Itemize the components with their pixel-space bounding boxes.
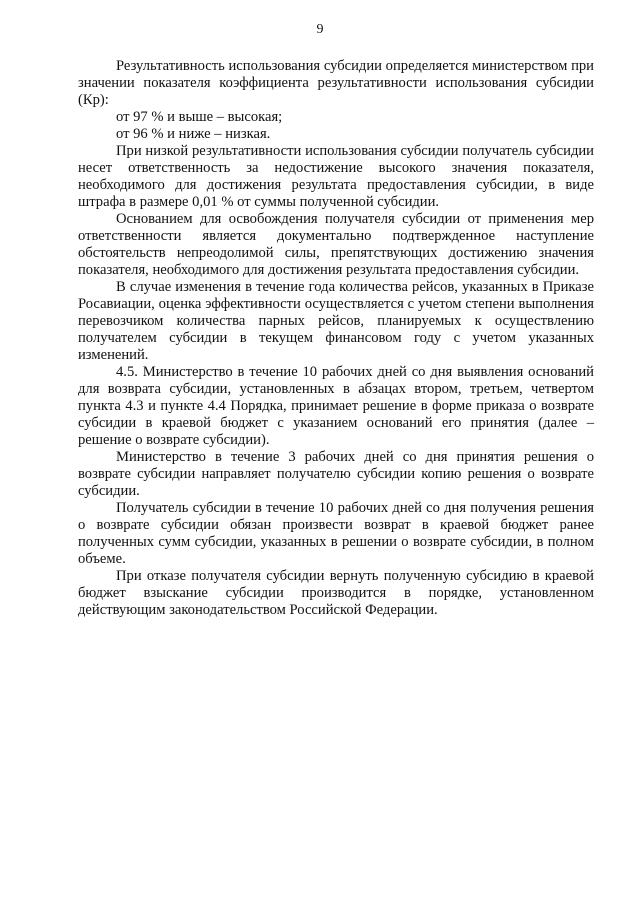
paragraph-refund-obligation: Получатель субсидии в течение 10 рабочих дней со дня получения решения о возврате субсидии обязан произвести возврат в краевой бюджет ранее полученных сумм субсидии, указанных в решении о возврате субсидии, в полном объеме. [78,500,594,567]
paragraph-penalty: При низкой результативности использования субсидии получатель субсидии несет ответственность за недостижение высокого значения показателя, необходимого для достижения результата предоставления субсидии, в виде штрафа в размере 0,01 % от суммы полученной субсидии. [78,143,594,210]
paragraph-flight-changes: В случае изменения в течение года количества рейсов, указанных в Приказе Росавиации, оценка эффективности осуществляется с учетом степени выполнения перевозчиком количества парных рейсов, планируемых к осуществлению получателем субсидии в текущем финансовом году с учетом указанных изменений. [78,279,594,363]
paragraph-decision-copy: Министерство в течение 3 рабочих дней со дня принятия решения о возврате субсидии направляет получателю субсидии копию решения о возврате субсидии. [78,449,594,499]
paragraph-force-majeure: Основанием для освобождения получателя субсидии от применения мер ответственности является документально подтвержденное наступление обстоятельств непреодолимой силы, препятствующих достижению значения показателя, необходимого для достижения результата предоставления субсидии. [78,211,594,278]
document-body [78,58,594,619]
paragraph-section-4-5: 4.5. Министерство в течение 10 рабочих дней со дня выявления оснований для возврата субсидии, установленных в абзацах втором, третьем, четвертом пункта 4.3 и пункте 4.4 Порядка, принимает решение в форме приказа о возврате субсидии в краевой бюджет с указанием оснований его принятия (далее – решение о возврате субсидии). [78,364,594,448]
list-item-low: от 96 % и ниже – низкая. [116,126,271,142]
list-item-high: от 97 % и выше – высокая; [116,109,283,125]
paragraph-effectiveness-definition: Результативность использования субсидии определяется министерством при значении показателя коэффициента результативности использования субсидии (Кр): [78,58,594,108]
paragraph-refusal: При отказе получателя субсидии вернуть полученную субсидию в краевой бюджет взыскание субсидии производится в порядке, установленном действующим законодательством Российской Федерации. [78,568,594,618]
page-number: 9 [316,22,324,37]
